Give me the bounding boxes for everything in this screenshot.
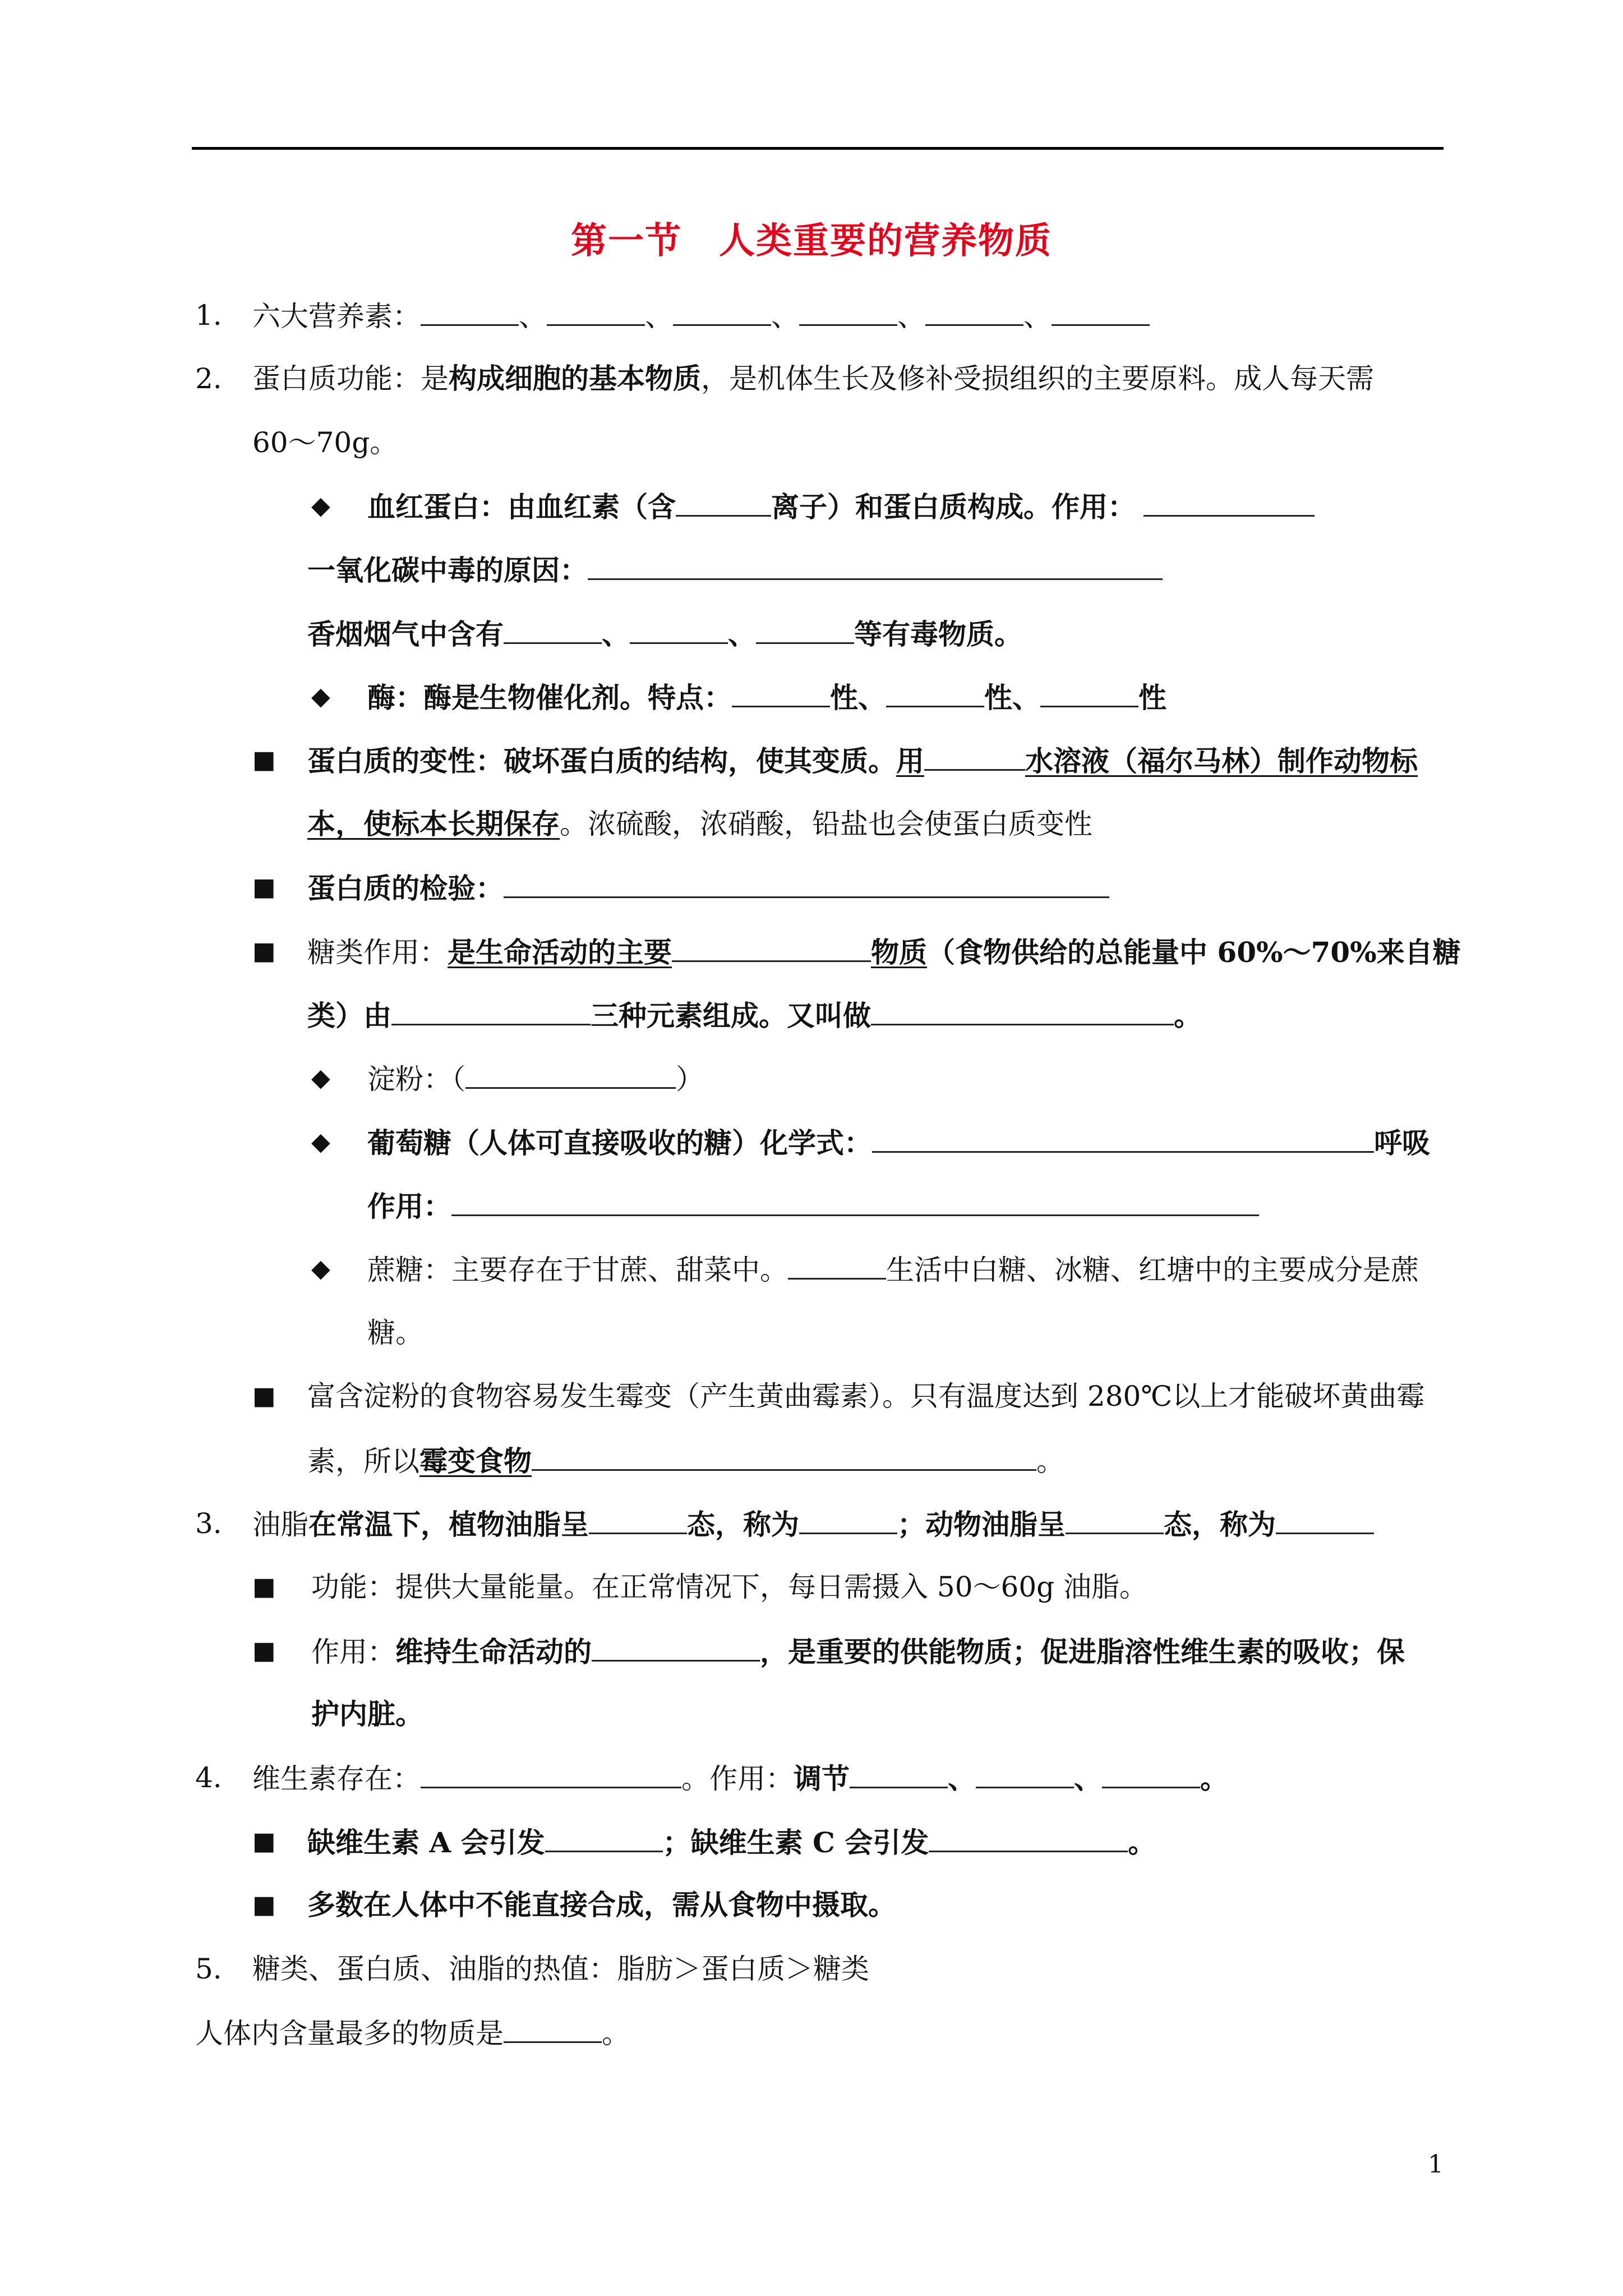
fat-role-line: [311, 1633, 1405, 1670]
mold-underlined: 霉变食物: [419, 1444, 532, 1478]
blank: [465, 1060, 676, 1089]
diamond-bullet-icon: ◆: [311, 1254, 330, 1283]
item-number: 5.: [195, 1953, 222, 1985]
sucrose-text: 蔗糖：主要存在于甘蔗、甜菜中。: [367, 1254, 788, 1286]
enzyme-text: 酶：酶是生物催化剂。特点：: [367, 681, 732, 714]
vit-def-text: 。: [1128, 1826, 1156, 1859]
sugar-text: 。: [1174, 999, 1202, 1032]
test-text: 蛋白质的检验：: [307, 872, 504, 905]
blank: [1052, 297, 1150, 326]
blank: [592, 1633, 760, 1662]
blank: [1066, 1506, 1164, 1534]
starch-text: 淀粉：（: [367, 1063, 465, 1096]
sep: 、: [897, 300, 925, 333]
smoke-text: 等有毒物质。: [854, 618, 1022, 651]
sep: 、: [1023, 300, 1052, 333]
blank: [788, 1251, 886, 1280]
sep: 、: [728, 618, 756, 651]
hemo-line: [367, 488, 1315, 525]
vitamin-note-line: 多数在人体中不能直接合成，需从食物中摄取。: [307, 1888, 896, 1921]
blank: [589, 1506, 687, 1534]
q4-bold: 。: [1200, 1762, 1228, 1795]
sucrose-text: 生活中白糖、冰糖、红塘中的主要成分是蔗: [886, 1254, 1419, 1286]
vit-def-text: 缺维生素 A 会引发: [307, 1826, 545, 1859]
mold-line: 富含淀粉的食物容易发生霉变（产生黄曲霉素）。只有温度达到 280℃以上才能破坏黄曲霉: [307, 1380, 1425, 1412]
enzyme-text: 性、: [984, 681, 1040, 714]
item-number: 2.: [195, 362, 222, 395]
q2-text: ，是机体生长及修补受损组织的主要原料。成人每天需: [701, 362, 1374, 395]
hemo-text: 血红蛋白：由血红素（含: [367, 490, 676, 523]
sugar-line2: [307, 997, 1202, 1034]
glucose-text: 作用：: [367, 1190, 451, 1223]
denature-underlined: 用: [896, 744, 924, 777]
q4-bold: 调节: [794, 1762, 850, 1795]
sugar-text: 三种元素组成。又叫做: [591, 999, 871, 1032]
vit-def-text: ；缺维生素 C 会引发: [662, 1826, 929, 1859]
square-bullet-icon: ■: [252, 1382, 276, 1410]
square-bullet-icon: ■: [252, 1827, 276, 1856]
blank: [391, 997, 591, 1025]
blank: [925, 297, 1023, 326]
blank: [872, 1124, 1374, 1153]
q3-bold: ；动物油脂呈: [897, 1508, 1066, 1541]
denature-underlined: 本，使标本长期保存: [307, 807, 560, 840]
blank: [545, 1824, 663, 1852]
starch-line: [367, 1060, 704, 1097]
sugar-bold: （食物供给的总能量中 60%～70%来自糖: [927, 936, 1461, 969]
q3-bold: 在常温下，植物油脂呈: [308, 1508, 589, 1541]
page-title: 第一节 人类重要的营养物质: [571, 220, 1052, 262]
denature-text: 。浓硫酸，浓硝酸，铅盐也会使蛋白质变性: [560, 808, 1092, 840]
denature-line2: [307, 806, 1092, 842]
blank: [504, 869, 1109, 898]
blank: [421, 1760, 681, 1788]
denature-underlined: 水溶液（福尔马林）制作动物标: [1025, 744, 1418, 777]
blank: [1102, 1760, 1200, 1788]
blank: [799, 297, 897, 326]
starch-text: ）: [676, 1063, 704, 1096]
sep: 、: [771, 300, 799, 333]
blank: [672, 933, 871, 962]
water-line: [195, 2014, 630, 2051]
square-bullet-icon: ■: [252, 1572, 276, 1601]
co-text: 一氧化碳中毒的原因：: [307, 554, 588, 587]
sep: 、: [645, 300, 673, 333]
square-bullet-icon: ■: [252, 873, 276, 901]
q4-text: 维生素存在：: [252, 1763, 421, 1795]
q4-line: [252, 1760, 1228, 1797]
glucose-line2: [367, 1188, 1259, 1225]
vitamin-deficiency-line: [307, 1824, 1156, 1861]
blank: [588, 551, 1163, 580]
denature-line: [307, 742, 1418, 779]
mold-line2: [307, 1442, 1064, 1479]
square-bullet-icon: ■: [252, 746, 276, 774]
q1-line: [252, 297, 1150, 334]
blank: [1144, 488, 1315, 517]
q4-text: 。作用：: [681, 1763, 794, 1795]
smoke-line: [307, 615, 1022, 652]
diamond-bullet-icon: ◆: [311, 1128, 330, 1156]
blank: [547, 297, 645, 326]
sep: 、: [602, 618, 630, 651]
denature-text: 蛋白质的变性：破坏蛋白质的结构，使其变质。: [307, 744, 896, 777]
diamond-bullet-icon: ◆: [311, 682, 330, 711]
blank: [673, 297, 771, 326]
mold-text: 素，所以: [307, 1445, 419, 1478]
page-number: 1: [1428, 2150, 1444, 2179]
glucose-line: [367, 1124, 1430, 1161]
blank: [871, 997, 1174, 1025]
water-text: 人体内含量最多的物质是: [195, 2017, 504, 2050]
header-rule: [192, 147, 1444, 150]
blank: [532, 1442, 1036, 1471]
q3-text: 油脂: [252, 1508, 308, 1541]
sucrose-line2: 糖。: [367, 1317, 423, 1349]
blank: [976, 1760, 1074, 1788]
sugar-underlined: 物质: [871, 936, 927, 969]
blank: [756, 615, 854, 644]
test-line: [307, 869, 1109, 907]
blank: [504, 615, 602, 644]
blank: [421, 297, 519, 326]
square-bullet-icon: ■: [252, 937, 276, 965]
blank: [1040, 679, 1138, 707]
enzyme-text: 性、: [830, 681, 886, 714]
q1-text: 六大营养素：: [252, 300, 421, 333]
mold-text: 。: [1036, 1445, 1064, 1478]
sep: 、: [948, 1762, 976, 1795]
q3-line: [252, 1506, 1374, 1543]
q2-line2: 60～70g。: [252, 426, 398, 459]
diamond-bullet-icon: ◆: [311, 1064, 330, 1092]
sugar-text: 类）由: [307, 999, 391, 1032]
fat-role-text: 作用：: [311, 1636, 395, 1668]
blank: [850, 1760, 948, 1788]
blank: [799, 1506, 897, 1534]
item-number: 3.: [195, 1507, 222, 1540]
enzyme-text: 性: [1138, 681, 1166, 714]
sep: 、: [1074, 1762, 1102, 1795]
q3-bold: 态，称为: [1164, 1508, 1276, 1541]
q2-text: 蛋白质功能：是: [252, 362, 449, 395]
blank: [886, 679, 984, 707]
blank: [451, 1188, 1259, 1216]
q2-line: [252, 361, 1374, 397]
item-number: 1.: [195, 299, 222, 332]
blank: [676, 488, 771, 517]
fat-role-bold: ，是重要的供能物质；促进脂溶性维生素的吸收；保: [760, 1635, 1405, 1668]
sep: 、: [519, 300, 547, 333]
glucose-text: 呼吸: [1374, 1126, 1430, 1159]
hemo-text: 离子）和蛋白质构成。作用：: [771, 490, 1136, 523]
blank: [732, 679, 830, 707]
square-bullet-icon: ■: [252, 1636, 276, 1665]
blank: [1276, 1506, 1374, 1534]
co-line: [307, 551, 1163, 588]
glucose-text: 葡萄糖（人体可直接吸收的糖）化学式：: [367, 1126, 872, 1159]
diamond-bullet-icon: ◆: [311, 491, 330, 520]
q3-bold: 态，称为: [687, 1508, 799, 1541]
smoke-text: 香烟烟气中含有: [307, 618, 504, 651]
sugar-line: [307, 933, 1461, 970]
blank: [630, 615, 728, 644]
square-bullet-icon: ■: [252, 1890, 276, 1919]
blank: [504, 2014, 602, 2043]
blank: [924, 742, 1025, 771]
fat-role-line2: 护内脏。: [311, 1697, 423, 1731]
item-number: 4.: [195, 1761, 222, 1794]
sugar-underlined: 是生命活动的主要: [448, 936, 672, 969]
q5-line: 糖类、蛋白质、油脂的热值：脂肪＞蛋白质＞糖类: [252, 1953, 869, 1985]
sucrose-line: [367, 1251, 1419, 1288]
sugar-text: 糖类作用：: [307, 936, 448, 969]
blank: [929, 1824, 1128, 1852]
fat-function-line: 功能：提供大量能量。在正常情况下，每日需摄入 50～60g 油脂。: [311, 1571, 1148, 1603]
water-text: 。: [602, 2017, 630, 2050]
fat-role-bold: 维持生命活动的: [395, 1635, 592, 1668]
enzyme-line: [367, 679, 1166, 716]
q2-bold: 构成细胞的基本物质: [449, 362, 701, 395]
